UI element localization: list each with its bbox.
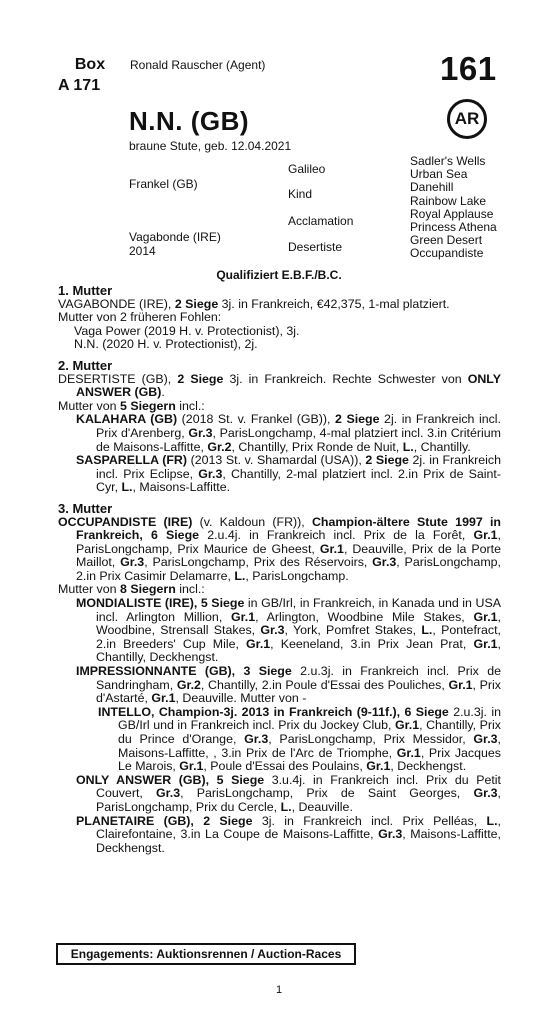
pedigree-gen3-item: Princess Athena xyxy=(410,219,497,234)
pedigree-gen3-item: Rainbow Lake xyxy=(410,193,487,208)
pedigree-third-generation xyxy=(410,155,550,261)
pedigree-gen3-item: Urban Sea xyxy=(410,167,468,182)
progeny-impressionnante: IMPRESSIONNANTE (GB), 3 Siege 2.u.3j. in Frankreich incl. Prix de Sandringham, Gr.2, Chantilly, 2.in Poule d'Essai des Pouliches, Gr.1, Prix d'Astarté, Gr.1, Deauville. Mutter von - xyxy=(76,664,501,706)
progeny-only-answer: ONLY ANSWER (GB), 5 Siege 3.u.4j. in Frankreich incl. Prix du Petit Couvert, Gr.3, ParisLongchamp, Prix de Saint Georges, Gr.3, ParisLongchamp, Prix du Cercle, L., Deauville. xyxy=(76,772,501,814)
pedigree-gen3-item: Green Desert xyxy=(410,233,483,248)
ar-badge-icon: AR xyxy=(447,99,487,139)
page-number: 1 xyxy=(275,984,283,996)
catalogue-body xyxy=(58,284,501,855)
agent-name: Ronald Rauscher (Agent) xyxy=(130,58,266,72)
engagements-box: Engagements: Auktionsrennen / Auction-Races xyxy=(56,943,356,965)
pedigree-dam-year: 2014 xyxy=(129,244,156,258)
third-dam-winners-intro: Mutter von 8 Siegern incl.: xyxy=(58,582,205,597)
pedigree-dam: Vagabonde (IRE) xyxy=(129,230,221,244)
box-number: A 171 xyxy=(58,77,101,94)
progeny-mondialiste: MONDIALISTE (IRE), 5 Siege in GB/Irl, in Frankreich, in Kanada und in USA incl. Arlington Million, Gr.1, Arlington, Woodbine Mile Stakes, Gr.1, Woodbine, Strensall Stakes, Gr.3, York, Pomfret Stakes, L., Pontefract, 2.in Breeders' Cup Mile, Gr.1, Keeneland, 3.in Prix Jean Prat, Gr.1, Chantilly, Deckhengst. xyxy=(76,596,501,665)
qualification: Qualifiziert E.B.F./B.C. xyxy=(216,268,342,282)
third-dam-record: OCCUPANDISTE (IRE) (v. Kaldoun (FR)), Champion-ältere Stute 1997 in Frankreich, 6 Siege 2.u.4j. in Frankreich incl. Prix de la Forêt, Gr.1, ParisLongchamp, Prix Maurice de Gheest, Gr.1, Deauville, Prix de la Porte Maillot, Gr.3, ParisLongchamp, Prix des Réservoirs, Gr.3, ParisLongchamp, 2.in Prix Casimir Delamarre, L., ParisLongchamp. xyxy=(58,514,501,583)
progeny-sasparella: SASPARELLA (FR) (2013 St. v. Shamardal (USA)), 2 Siege 2j. in Frankreich incl. Prix Eclipse, Gr.3, Chantilly, 2-mal platziert incl. 2.in Prix de Saint-Cyr, L., Maisons-Laffitte. xyxy=(76,453,501,495)
foal-item: N.N. (2020 H. v. Protectionist), 2j. xyxy=(74,337,258,352)
pedigree-dam-dam: Desertiste xyxy=(288,240,343,254)
pedigree-sire-sire: Galileo xyxy=(288,162,326,176)
pedigree-dam-sire: Acclamation xyxy=(288,214,354,228)
foal-item: Vaga Power (2019 H. v. Protectionist), 3j. xyxy=(74,323,300,338)
horse-description: braune Stute, geb. 12.04.2021 xyxy=(129,139,292,153)
first-dam-foals-intro: Mutter von 2 früheren Fohlen: xyxy=(58,310,222,325)
second-dam-heading: 2. Mutter xyxy=(58,357,113,373)
third-dam-heading: 3. Mutter xyxy=(58,500,113,516)
pedigree-gen3-item: Danehill xyxy=(410,180,454,195)
pedigree-gen3-item: Occupandiste xyxy=(410,246,484,261)
pedigree-sire: Frankel (GB) xyxy=(129,177,198,191)
pedigree-gen3-item: Royal Applause xyxy=(410,206,494,221)
pedigree-gen3-item: Sadler's Wells xyxy=(410,154,486,168)
box-label: Box xyxy=(74,56,106,73)
second-dam-winners-intro: Mutter von 5 Siegern incl.: xyxy=(58,398,205,413)
first-dam-heading: 1. Mutter xyxy=(58,283,113,298)
second-dam-record: DESERTISTE (GB), 2 Siege 3j. in Frankreich. Rechte Schwester von ONLY ANSWER (GB). xyxy=(58,371,501,400)
first-dam-record: VAGABONDE (IRE), 2 Siege 3j. in Frankreich, €42,375, 1-mal platziert. xyxy=(58,296,450,311)
progeny-kalahara: KALAHARA (GB) (2018 St. v. Frankel (GB)), 2 Siege 2j. in Frankreich incl. Prix d'Arenberg, Gr.3, ParisLongchamp, 4-mal platziert incl. 3.in Critérium de Maisons-Laffitte, Gr.2, Chantilly, Prix Ronde de Nuit, L., Chantilly. xyxy=(76,412,501,454)
pedigree-sire-dam: Kind xyxy=(288,187,313,201)
horse-name: N.N. (GB) xyxy=(129,106,250,136)
lot-number: 161 xyxy=(440,50,497,87)
progeny-intello: INTELLO, Champion-3j. 2013 in Frankreich (9-11f.), 6 Siege 2.u.3j. in GB/Irl und in Frankreich incl. Prix du Jockey Club, Gr.1, Chantilly, Prix du Prince d'Orange, Gr.3, ParisLongchamp, Prix Messidor, Gr.3, Maisons-Laffitte, , 3.in Prix de l'Arc de Triomphe, Gr.1, Prix Jacques Le Marois, Gr.1, Poule d'Essai des Poulains, Gr.1, Deckhengst. xyxy=(98,704,501,774)
progeny-planetaire: PLANETAIRE (GB), 2 Siege 3j. in Frankreich incl. Prix Pelléas, L., Clairefontaine, 3.in La Coupe de Maisons-Laffitte, Gr.3, Maisons-Laffitte, Deckhengst. xyxy=(76,813,501,855)
